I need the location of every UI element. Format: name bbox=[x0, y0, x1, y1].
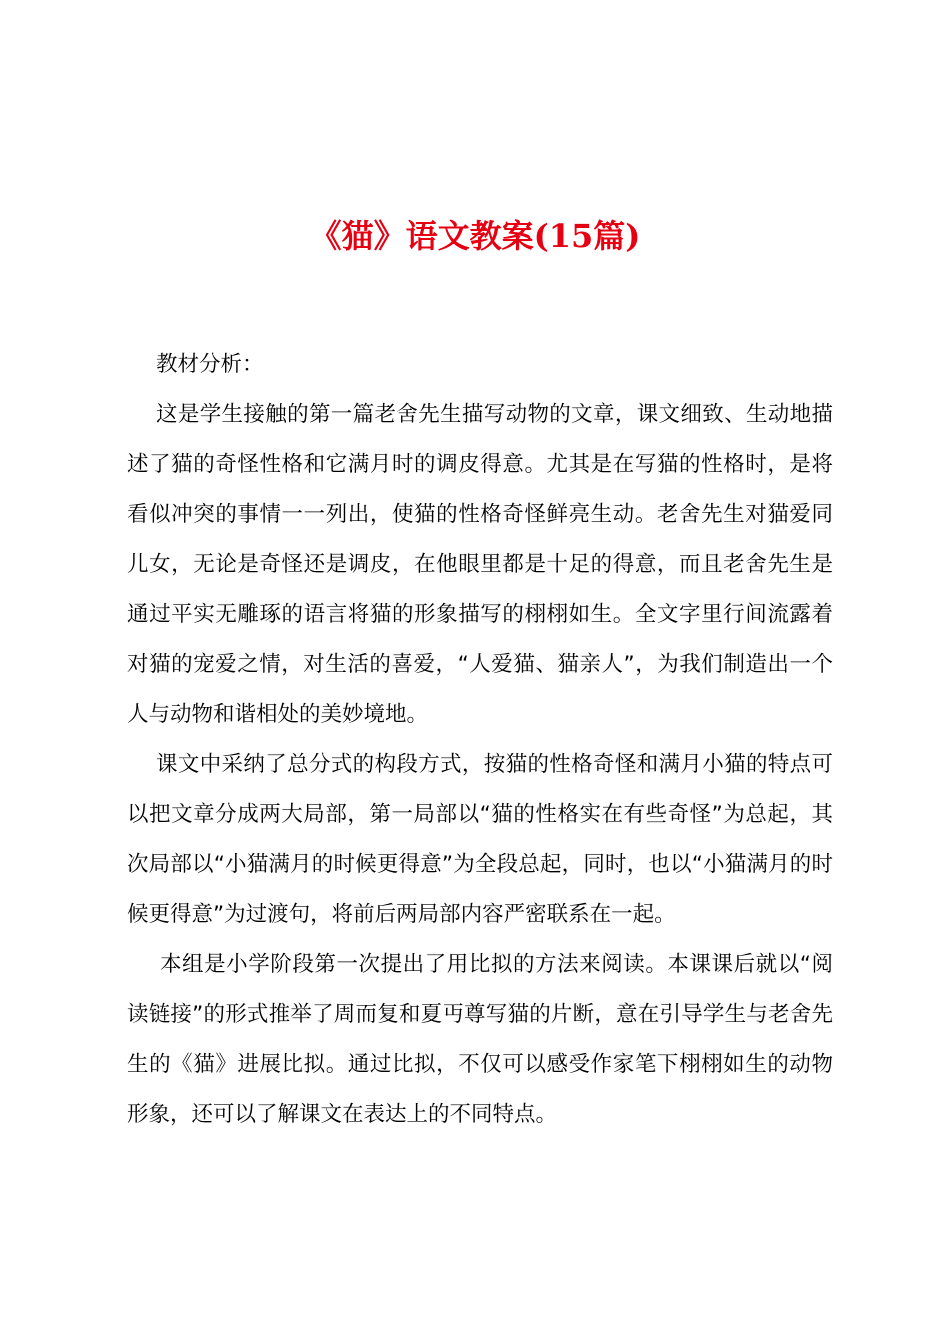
paragraph-2: 课文中采纳了总分式的构段方式，按猫的性格奇怪和满月小猫的特点可以把文章分成两大局部，第一局部以“猫的性格实在有些奇怪”为总起，其次局部以“小猫满月的时候更得意”为全段总起，同时，也以“小猫满月的时候更得意”为过渡句，将前后两局部内容严密联系在一起。 bbox=[127, 752, 833, 927]
document-title: 《猫》语文教案(15篇) bbox=[309, 217, 641, 255]
paragraph-1: 这是学生接触的第一篇老舍先生描写动物的文章，课文细致、生动地描述了猫的奇怪性格和它满月时的调皮得意。尤其是在写猫的性格时，是将看似冲突的事情一一列出，使猫的性格奇怪鲜亮生动。老舍先生对猫爱同儿女，无论是奇怪还是调皮，在他眼里都是十足的得意，而且老舍先生是通过平实无雕琢的语言将猫的形象描写的栩栩如生。全文字里行间流露着对猫的宠爱之情，对生活的喜爱，“人爱猫、猫亲人”，为我们制造出一个人与动物和谐相处的美妙境地。 bbox=[127, 402, 833, 727]
document-body bbox=[127, 340, 833, 1140]
section-label: 教材分析： bbox=[156, 352, 264, 377]
paragraph-3: 本组是小学阶段第一次提出了用比拟的方法来阅读。本课课后就以“阅读链接”的形式推举了周而复和夏丏尊写猫的片断，意在引导学生与老舍先生的《猫》进展比拟。通过比拟，不仅可以感受作家笔下栩栩如生的动物形象，还可以了解课文在表达上的不同特点。 bbox=[127, 952, 833, 1127]
